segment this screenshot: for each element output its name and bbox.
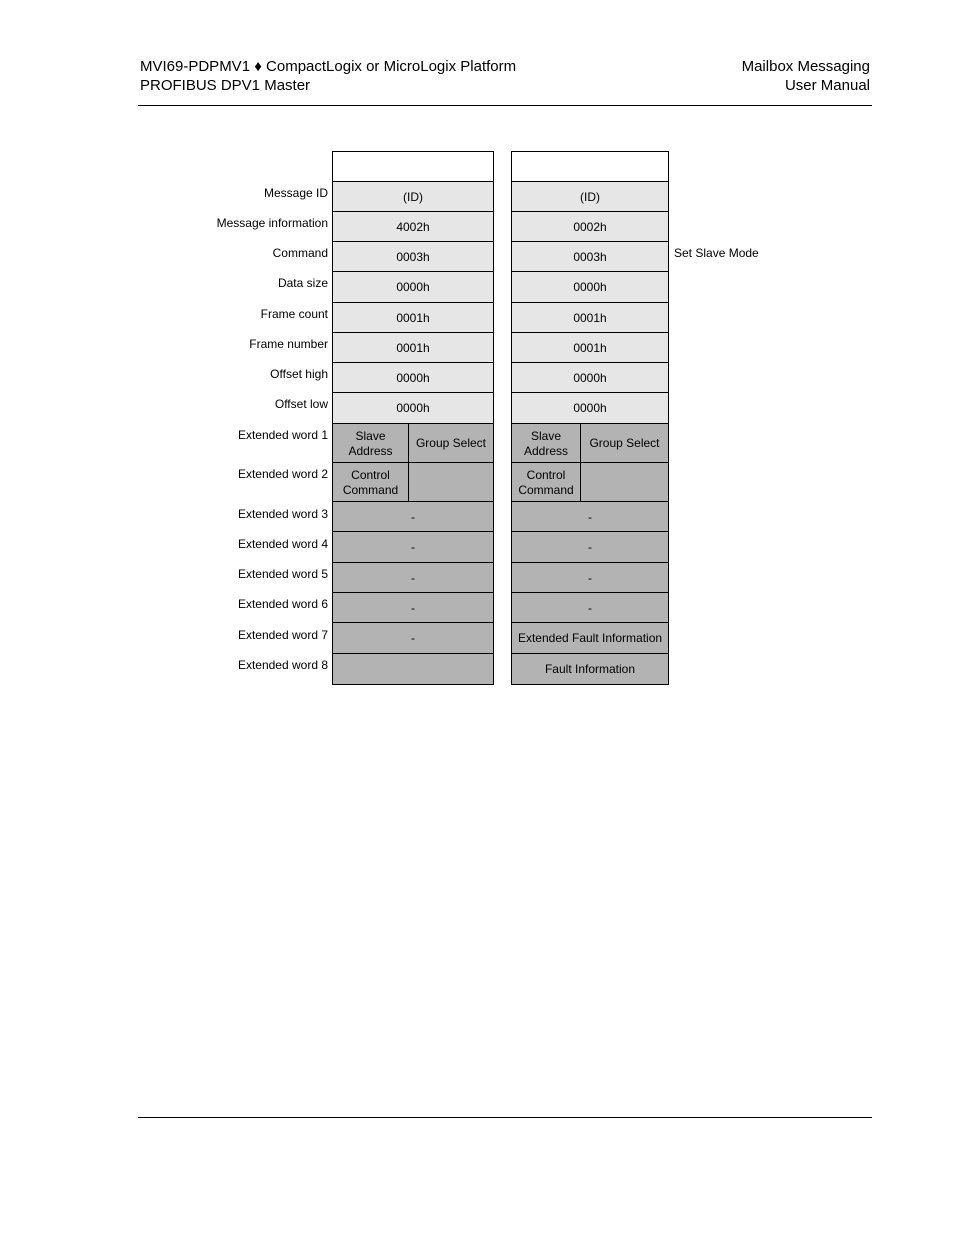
header-rule <box>138 105 872 106</box>
request-message-id: (ID) <box>333 181 493 212</box>
response-group-select: Group Select <box>589 436 660 450</box>
request-extended-word-8 <box>333 653 493 684</box>
response-message-information: 0002h <box>512 211 668 242</box>
request-message-information: 4002h <box>333 211 493 242</box>
response-extended-fault-information: Extended Fault Information <box>512 622 668 653</box>
label-extended-word-7: Extended word 7 <box>237 628 328 642</box>
label-data-size: Data size <box>277 276 328 290</box>
label-message-information: Message information <box>216 216 328 230</box>
request-extended-word-4: - <box>333 531 493 562</box>
response-extended-word-4: - <box>512 531 668 562</box>
request-extended-word-1 <box>333 423 493 463</box>
label-extended-word-6: Extended word 6 <box>237 597 328 611</box>
label-extended-word-8: Extended word 8 <box>237 658 328 672</box>
label-offset-low: Offset low <box>274 397 328 411</box>
request-extended-word-6: - <box>333 592 493 623</box>
response-data-size: 0000h <box>512 271 668 302</box>
label-extended-word-2: Extended word 2 <box>237 467 328 481</box>
label-offset-high: Offset high <box>270 367 328 381</box>
response-ext2-right <box>581 463 668 502</box>
response-extended-word-2 <box>512 462 668 502</box>
request-ext2-right <box>409 463 493 502</box>
request-frame-number: 0001h <box>333 332 493 363</box>
response-header-cell <box>512 152 668 182</box>
label-frame-count: Frame count <box>260 307 328 321</box>
footer-rule <box>138 1117 872 1118</box>
label-command: Command <box>272 246 328 260</box>
request-frame-count: 0001h <box>333 302 493 333</box>
label-extended-word-1: Extended word 1 <box>237 428 328 442</box>
response-extended-word-3: - <box>512 501 668 532</box>
request-control-command: Control Command <box>333 463 409 502</box>
response-offset-high: 0000h <box>512 362 668 393</box>
response-message-id: (ID) <box>512 181 668 212</box>
label-frame-number: Frame number <box>249 337 328 351</box>
request-data-size: 0000h <box>333 271 493 302</box>
request-group-select: Group Select <box>415 436 487 450</box>
label-extended-word-5: Extended word 5 <box>237 567 328 581</box>
response-offset-low: 0000h <box>512 392 668 423</box>
label-extended-word-3: Extended word 3 <box>237 507 328 521</box>
request-command: 0003h <box>333 241 493 272</box>
response-extended-word-1 <box>512 423 668 463</box>
response-extended-word-5: - <box>512 562 668 593</box>
response-command: 0003h <box>512 241 668 272</box>
command-note: Set Slave Mode <box>674 246 759 260</box>
response-frame-number: 0001h <box>512 332 668 363</box>
header-doc-type: User Manual <box>784 77 870 94</box>
response-control-command: Control Command <box>512 463 581 502</box>
header-left <box>140 57 516 95</box>
response-extended-word-6: - <box>512 592 668 623</box>
label-extended-word-4: Extended word 4 <box>237 537 328 551</box>
request-extended-word-7: - <box>333 622 493 653</box>
request-offset-high: 0000h <box>333 362 493 393</box>
response-slave-address: Slave Address <box>512 424 581 463</box>
header-section-title: Mailbox Messaging <box>741 58 870 75</box>
header-product-title: MVI69-PDPMV1 ♦ CompactLogix or MicroLogix Platform <box>140 58 517 75</box>
response-fault-information: Fault Information <box>512 653 668 684</box>
request-extended-word-2 <box>333 462 493 502</box>
label-message-id: Message ID <box>263 186 328 200</box>
response-message-table <box>511 151 669 685</box>
request-extended-word-5: - <box>333 562 493 593</box>
request-slave-address: Slave Address <box>333 424 409 463</box>
request-message-table <box>332 151 494 685</box>
request-offset-low: 0000h <box>333 392 493 423</box>
header-right <box>742 57 870 95</box>
request-extended-word-3: - <box>333 501 493 532</box>
request-header-cell <box>333 152 493 182</box>
response-frame-count: 0001h <box>512 302 668 333</box>
header-product-subtitle: PROFIBUS DPV1 Master <box>140 77 311 94</box>
